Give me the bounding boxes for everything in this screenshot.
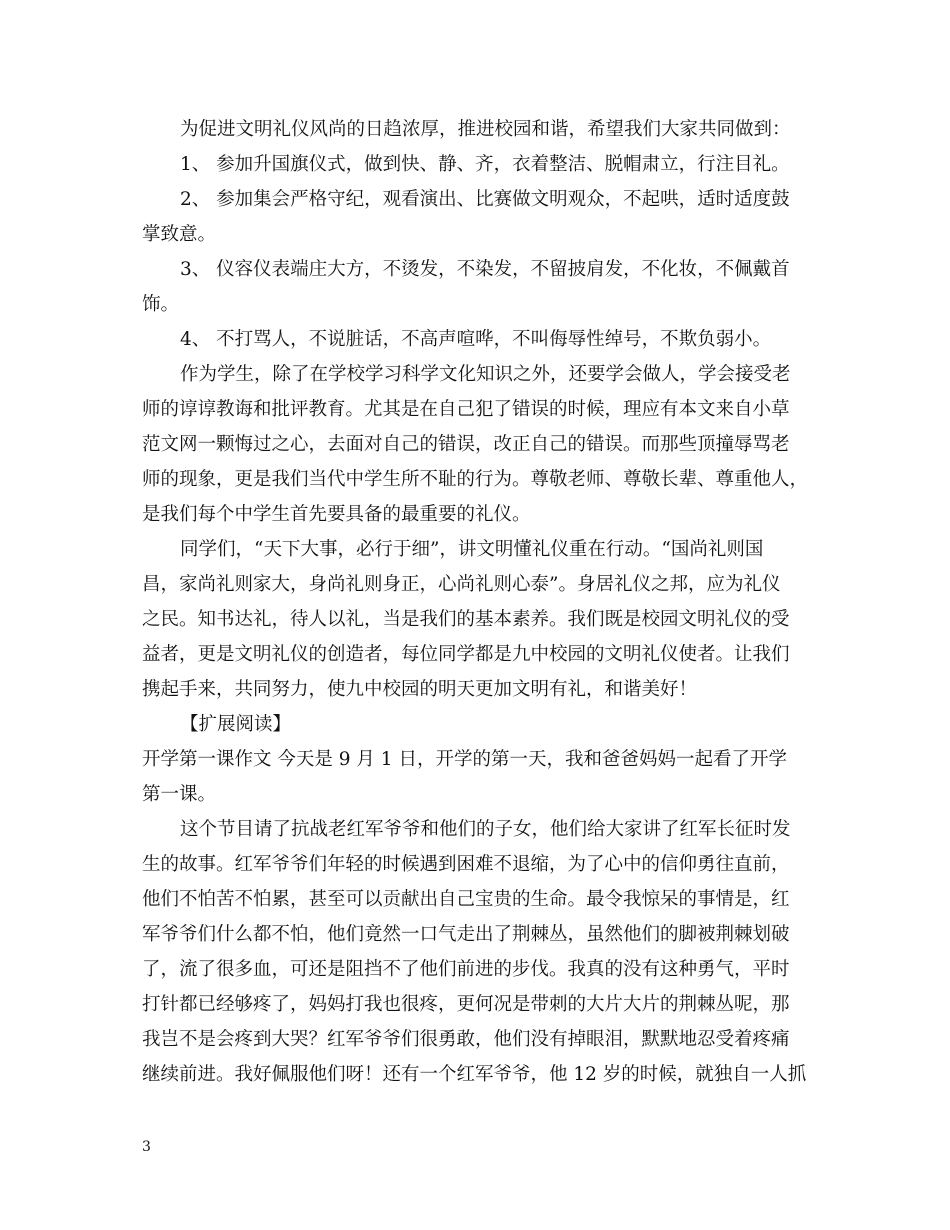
text-line: 饰。 [142,294,180,315]
text-line: 了，流了很多血，可还是阻挡不了他们前进的步伐。我真的没有这种勇气，平时 [142,959,790,980]
page-number: 3 [142,1139,151,1155]
text-line: 携起手来，共同努力，使九中校园的明天更加文明有礼，和谐美好！ [142,679,698,700]
text-line: 继续前进。我好佩服他们呀！还有一个红军爷爷，他 12 岁的时候，就独自一人抓 [142,1064,807,1085]
text-line: 2、 参加集会严格守纪，观看演出、比赛做文明观众，不起哄，适时适度鼓 [180,189,790,210]
text-line: 这个节目请了抗战老红军爷爷和他们的子女，他们给大家讲了红军长征时发 [180,819,791,840]
text-line: 师的谆谆教诲和批评教育。尤其是在自己犯了错误的时候，理应有本文来自小草 [142,399,790,420]
text-line: 师的现象，更是我们当代中学生所不耻的行为。尊敬老师、尊敬长辈、尊重他人， [142,469,809,490]
text-line: 益者，更是文明礼仪的创造者，每位同学都是九中校园的文明礼仪使者。让我们 [142,644,790,665]
text-line: 之民。知书达礼，待人以礼，当是我们的基本素养。我们既是校园文明礼仪的受 [142,609,790,630]
section-heading: 【扩展阅读】 [180,714,292,735]
text-line: 作为学生，除了在学校学习科学文化知识之外，还要学会做人，学会接受老 [180,364,791,385]
text-line: 第一课。 [142,784,217,805]
text-line: 1、 参加升国旗仪式，做到快、静、齐，衣着整洁、脱帽肃立，行注目礼。 [180,154,790,175]
text-line: 范文网一颗悔过之心，去面对自己的错误，改正自己的错误。而那些顶撞辱骂老 [142,434,790,455]
text-line: 4、 不打骂人，不说脏话，不高声喧哗，不叫侮辱性绰号，不欺负弱小。 [180,329,772,350]
text-line: 军爷爷们什么都不怕，他们竟然一口气走出了荆棘丛，虽然他们的脚被荆棘划破 [142,924,790,945]
text-line: 我岂不是会疼到大哭？红军爷爷们很勇敢，他们没有掉眼泪，默默地忍受着疼痛 [142,1029,790,1050]
text-line: 同学们，“天下大事，必行于细”，讲文明懂礼仪重在行动。“国尚礼则国 [180,539,764,560]
text-line: 开学第一课作文 今天是 9 月 1 日，开学的第一天，我和爸爸妈妈一起看了开学 [142,749,787,770]
text-line: 掌致意。 [142,224,217,245]
text-line: 生的故事。红军爷爷们年轻的时候遇到困难不退缩，为了心中的信仰勇往直前， [142,854,790,875]
text-line: 为促进文明礼仪风尚的日趋浓厚，推进校园和谐，希望我们大家共同做到： [180,119,791,140]
text-line: 昌，家尚礼则家大，身尚礼则身正，心尚礼则心泰”。身居礼仪之邦，应为礼仪 [142,574,781,595]
text-line: 是我们每个中学生首先要具备的最重要的礼仪。 [142,504,531,525]
text-line: 打针都已经够疼了，妈妈打我也很疼，更何况是带刺的大片大片的荆棘丛呢，那 [142,994,790,1015]
text-line: 3、 仪容仪表端庄大方，不烫发，不染发，不留披肩发，不化妆，不佩戴首 [180,259,790,280]
text-line: 他们不怕苦不怕累，甚至可以贡献出自己宝贵的生命。最令我惊呆的事情是，红 [142,889,790,910]
